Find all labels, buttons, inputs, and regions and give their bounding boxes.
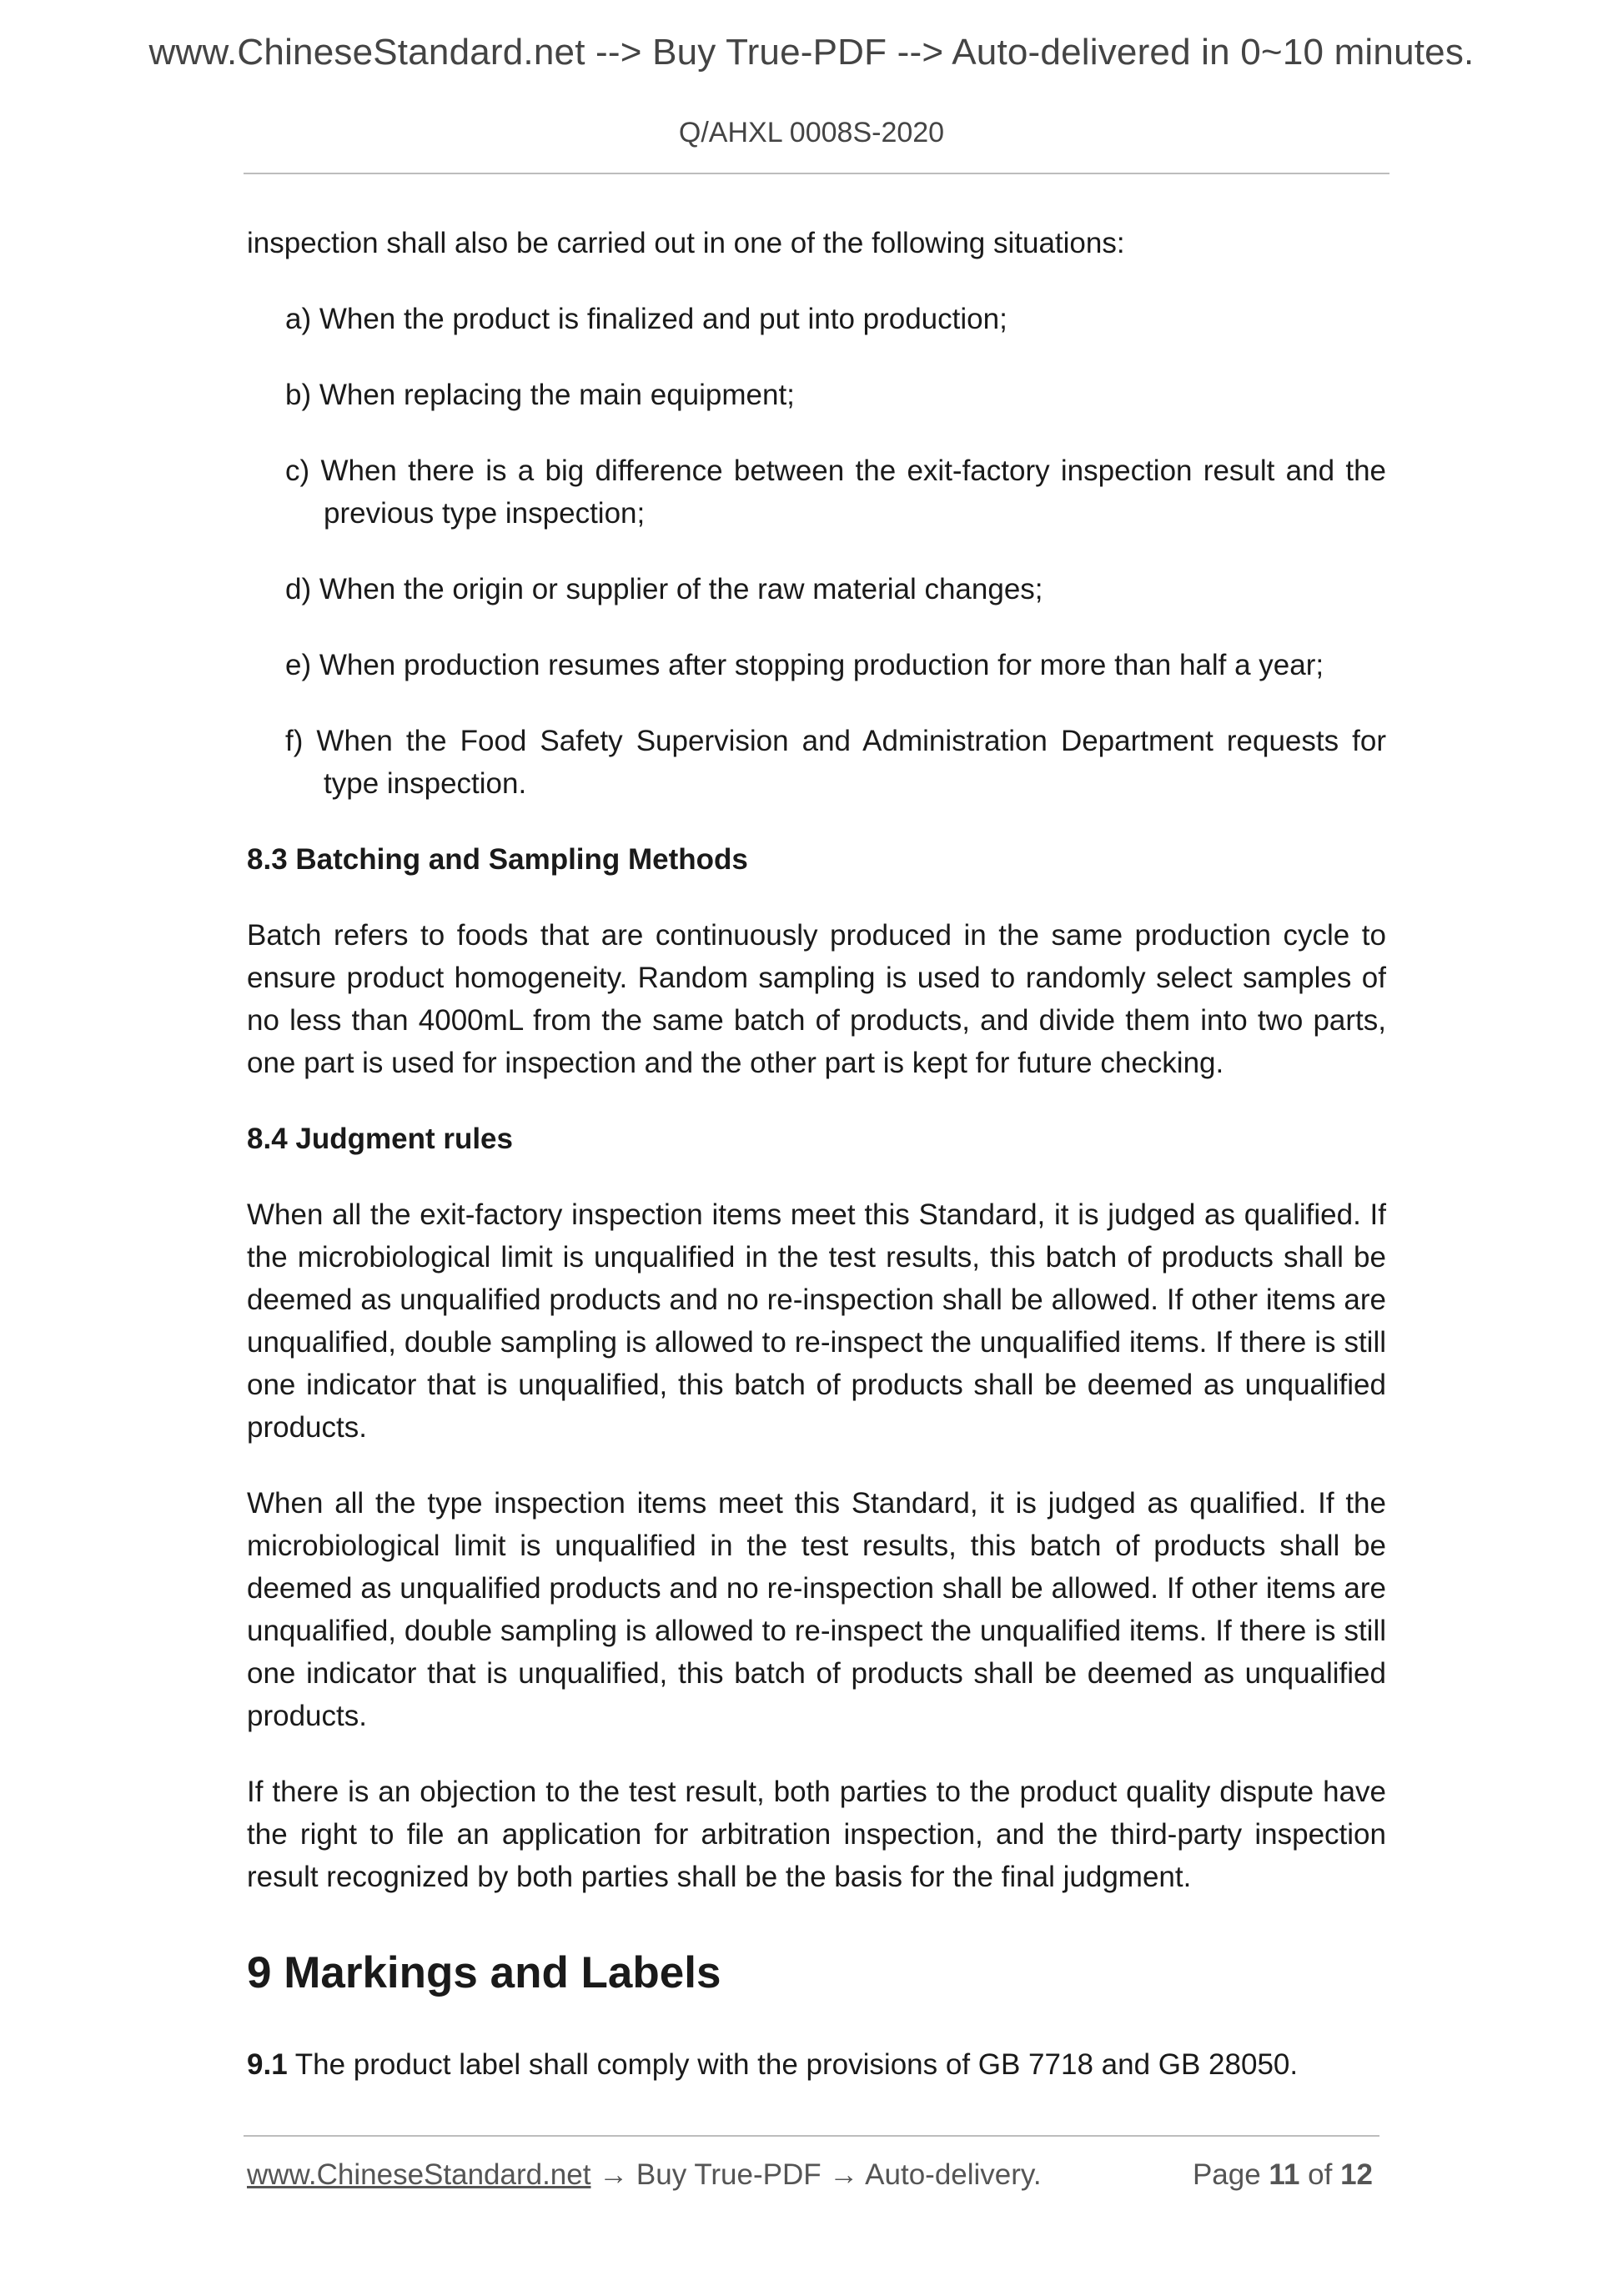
list-item-c: c) When there is a big difference between the exit-factory inspection result and the previous type inspection; — [285, 455, 1386, 530]
clause-number: 9.1 — [247, 2048, 288, 2081]
paragraph-8-3: Batch refers to foods that are continuously produced in the same production cycle to ensure product homogeneity. Random sampling is used to randomly select samples of no less than 4000mL from the same batch of products, and divide them into two parts, one part is used for inspection and the other part is kept for future checking. — [247, 919, 1386, 1079]
heading-8-3: 8.3 Batching and Sampling Methods — [247, 843, 748, 876]
list-item-d: d) When the origin or supplier of the raw material changes; — [285, 573, 1043, 605]
intro-paragraph: inspection shall also be carried out in one of the following situations: — [247, 227, 1125, 259]
heading-8-4: 8.4 Judgment rules — [247, 1123, 513, 1155]
footer-site-link[interactable]: www.ChineseStandard.net — [247, 2158, 591, 2191]
document-code: Q/AHXL 0008S-2020 — [678, 117, 945, 148]
footer-divider — [244, 2135, 1379, 2137]
paragraph-8-4-2: When all the type inspection items meet this Standard, it is judged as qualified. If the microbiological limit is unqualified in the test results, this batch of products shall be deemed as unqualified products and no re-inspection shall be allowed. If other items are unqualified, double sampling is allowed to re-inspect the unqualified items. If there is still one indicator that is unqualified, this batch of products shall be deemed as unqualified products. — [247, 1487, 1386, 1732]
paragraph-8-4-3: If there is an objection to the test result, both parties to the product quality dispute have the right to file an application for arbitration inspection, and the third-party inspection result recognized by both parties shall be the basis for the final judgment. — [247, 1776, 1386, 1893]
clause-text: The product label shall comply with the provisions of GB 7718 and GB 28050. — [287, 2048, 1299, 2081]
footer-tagline: → Buy True-PDF → Auto-delivery. — [590, 2158, 1042, 2191]
list-item-a: a) When the product is finalized and put into production; — [285, 303, 1007, 335]
list-item-f: f) When the Food Safety Supervision and Administration Department requests for type inspection. — [285, 725, 1386, 800]
of-word: of — [1299, 2158, 1341, 2191]
total-pages: 12 — [1340, 2158, 1373, 2191]
current-page: 11 — [1269, 2158, 1300, 2191]
clause-9-1 — [247, 2043, 1386, 2086]
footer-left — [247, 2158, 1042, 2192]
paragraph-8-4-1: When all the exit-factory inspection items meet this Standard, it is judged as qualified. If the microbiological limit is unqualified in the test results, this batch of products shall be deemed as unqualified products and no re-inspection shall be allowed. If other items are unqualified, double sampling is allowed to re-inspect the unqualified items. If there is still one indicator that is unqualified, this batch of products shall be deemed as unqualified products. — [247, 1198, 1386, 1444]
page-content — [247, 222, 1386, 2119]
section-title-9: 9 Markings and Labels — [247, 1948, 721, 1997]
top-banner: www.ChineseStandard.net --> Buy True-PDF --> Auto-delivered in 0~10 minutes. — [148, 32, 1475, 73]
header-divider — [244, 173, 1389, 174]
page-word: Page — [1192, 2158, 1269, 2191]
list-item-b: b) When replacing the main equipment; — [285, 379, 795, 411]
list-item-e: e) When production resumes after stopping production for more than half a year; — [285, 649, 1324, 681]
page-indicator — [1193, 2158, 1373, 2192]
